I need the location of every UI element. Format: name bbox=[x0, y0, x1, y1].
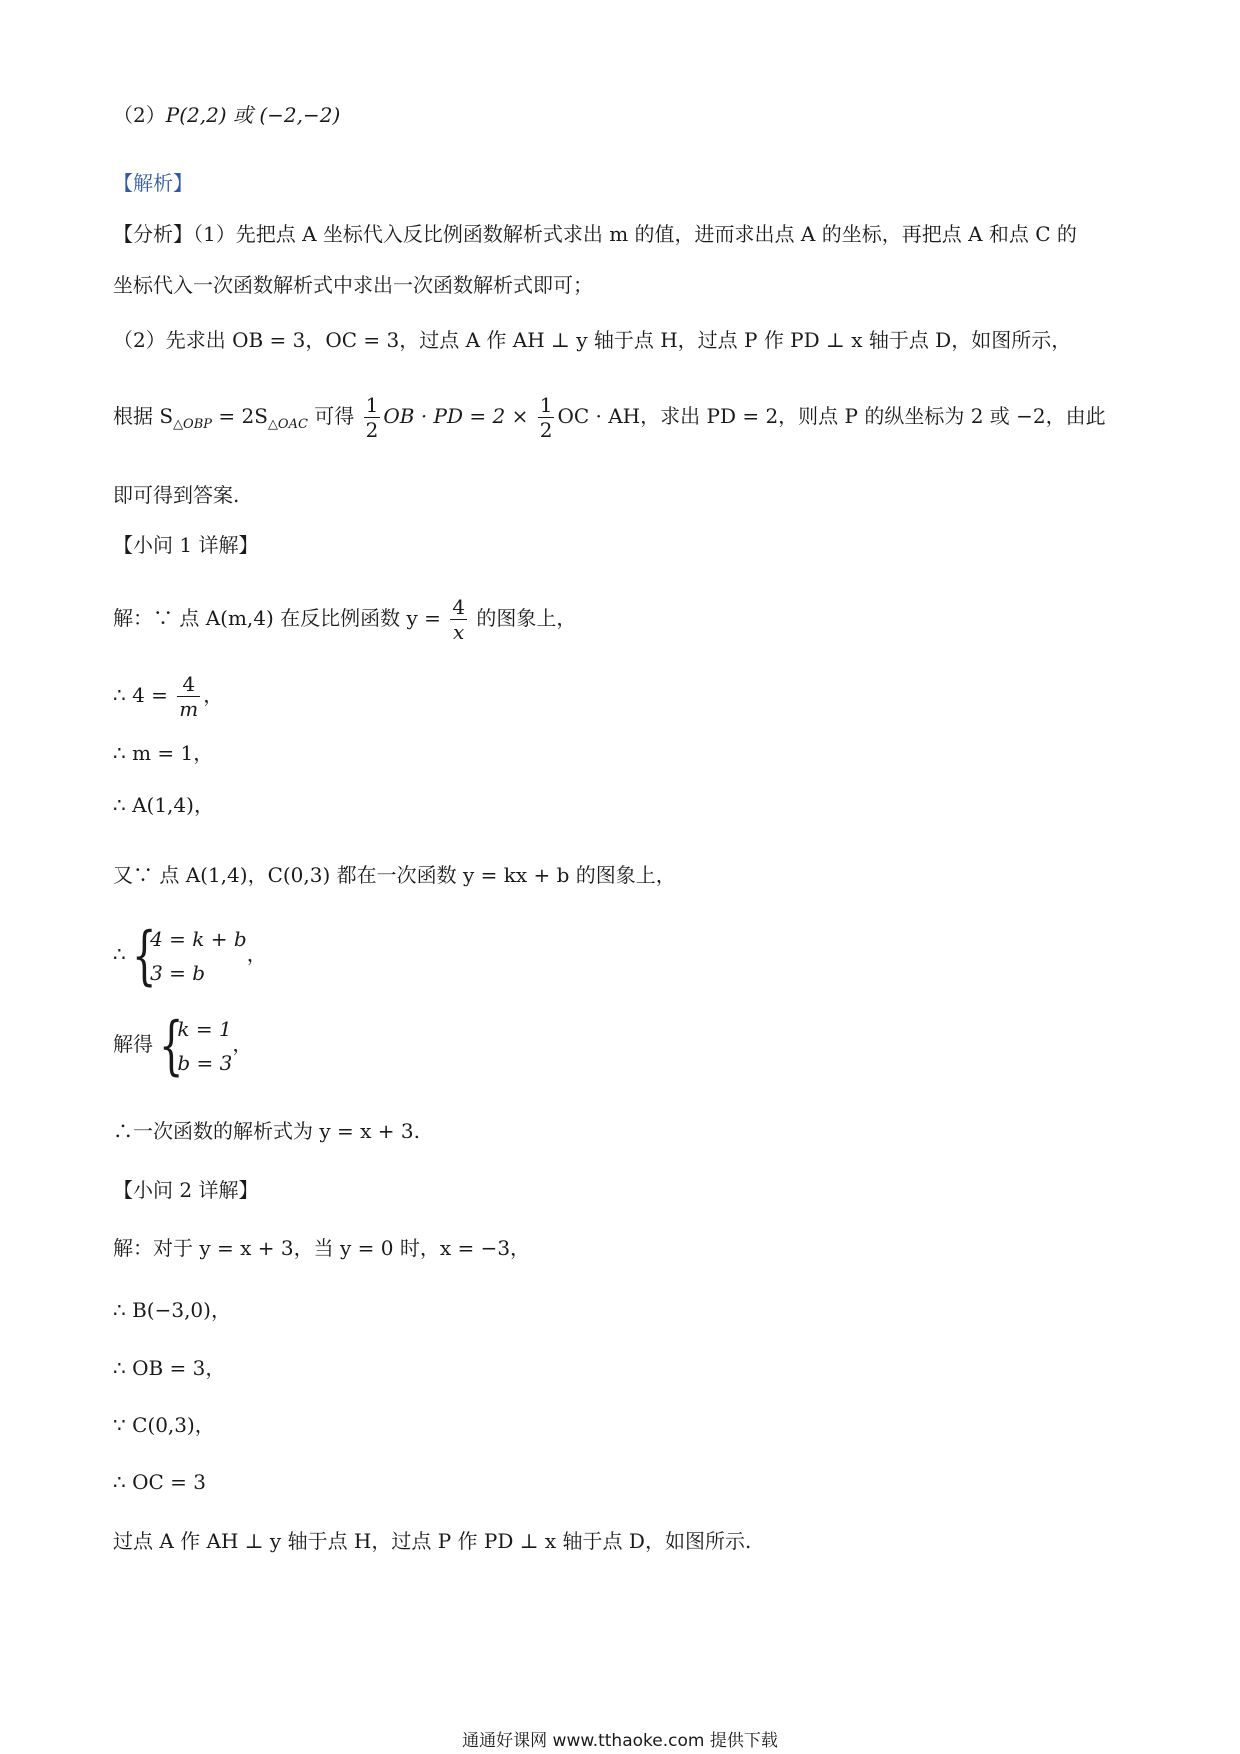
q2-step-2: ∴ B(−3,0)， bbox=[113, 1298, 231, 1322]
q2-heading: 【小问 2 详解】 bbox=[113, 1178, 259, 1202]
jiexi-heading: 【解析】 bbox=[113, 171, 193, 195]
fraction-4-over-m: $\frac{4}{m}$ bbox=[179, 672, 199, 721]
analysis-line-4: 根据 $S_{\triangle OBP} = 2S_{\triangle OAC}$ 可得 $\frac{1}{2}$ OB · PD = 2 × $\frac{1}{2}$ OC · AH，求出 PD = 2，则点 P 的纵坐标为 2 或 −2，由此 bbox=[113, 393, 1106, 442]
analysis-line-1: 【分析】（1）先把点 A 坐标代入反比例函数解析式求出 m 的值，进而求出点 A 的坐标，再把点 A 和点 C 的 bbox=[113, 222, 1077, 246]
equation-system: { 4 = k + b 3 = b bbox=[132, 918, 247, 993]
q2-step-4: ∵ C(0,3)， bbox=[113, 1413, 215, 1437]
q2-step-6: 过点 A 作 AH ⊥ y 轴于点 H，过点 P 作 PD ⊥ x 轴于点 D，如图所示. bbox=[113, 1529, 752, 1553]
q1-step-4: ∴ A(1,4)， bbox=[113, 793, 214, 817]
left-brace-icon: { bbox=[159, 1008, 184, 1083]
q1-step-1: 解：∵ 点 A(m,4) 在反比例函数 y = $\frac{4}{x}$ 的图象上， bbox=[113, 595, 577, 644]
q2-step-1: 解：对于 y = x + 3，当 y = 0 时，x = −3， bbox=[113, 1236, 531, 1260]
solution-system: { k = 1 b = 3 bbox=[159, 1008, 233, 1083]
q1-step-6-system: ∴ { 4 = k + b 3 = b ， bbox=[113, 918, 267, 993]
fraction-4-over-x: $\frac{4}{x}$ bbox=[452, 595, 466, 644]
fraction-half: $\frac{1}{2}$ bbox=[539, 393, 553, 442]
fraction-half: $\frac{1}{2}$ bbox=[365, 393, 379, 442]
q1-step-2: ∴ 4 = $\frac{4}{m}$ ， bbox=[113, 672, 224, 721]
analysis-line-2: 坐标代入一次函数解析式中求出一次函数解析式即可； bbox=[113, 273, 593, 297]
analysis-line-5: 即可得到答案. bbox=[113, 483, 240, 507]
answer-part-2: （2）P(2,2) 或 (−2,−2) bbox=[113, 103, 341, 127]
left-brace-icon: { bbox=[132, 918, 157, 993]
q1-heading: 【小问 1 详解】 bbox=[113, 533, 259, 557]
analysis-line-3: （2）先求出 OB = 3，OC = 3，过点 A 作 AH ⊥ y 轴于点 H，过点 P 作 PD ⊥ x 轴于点 D，如图所示， bbox=[113, 328, 1072, 352]
q1-step-5: 又∵ 点 A(1,4)，C(0,3) 都在一次函数 y = kx + b 的图象上， bbox=[113, 863, 676, 887]
q1-step-3: ∴ m = 1， bbox=[113, 741, 214, 765]
q2-step-3: ∴ OB = 3， bbox=[113, 1356, 226, 1380]
q2-step-5: ∴ OC = 3 bbox=[113, 1470, 206, 1494]
q1-step-8: ∴一次函数的解析式为 y = x + 3. bbox=[113, 1119, 420, 1143]
footer-source: 通通好课网 www.tthaoke.com 提供下载 bbox=[462, 1731, 778, 1751]
q1-step-7-solution: 解得 { k = 1 b = 3 ， bbox=[113, 1008, 253, 1083]
